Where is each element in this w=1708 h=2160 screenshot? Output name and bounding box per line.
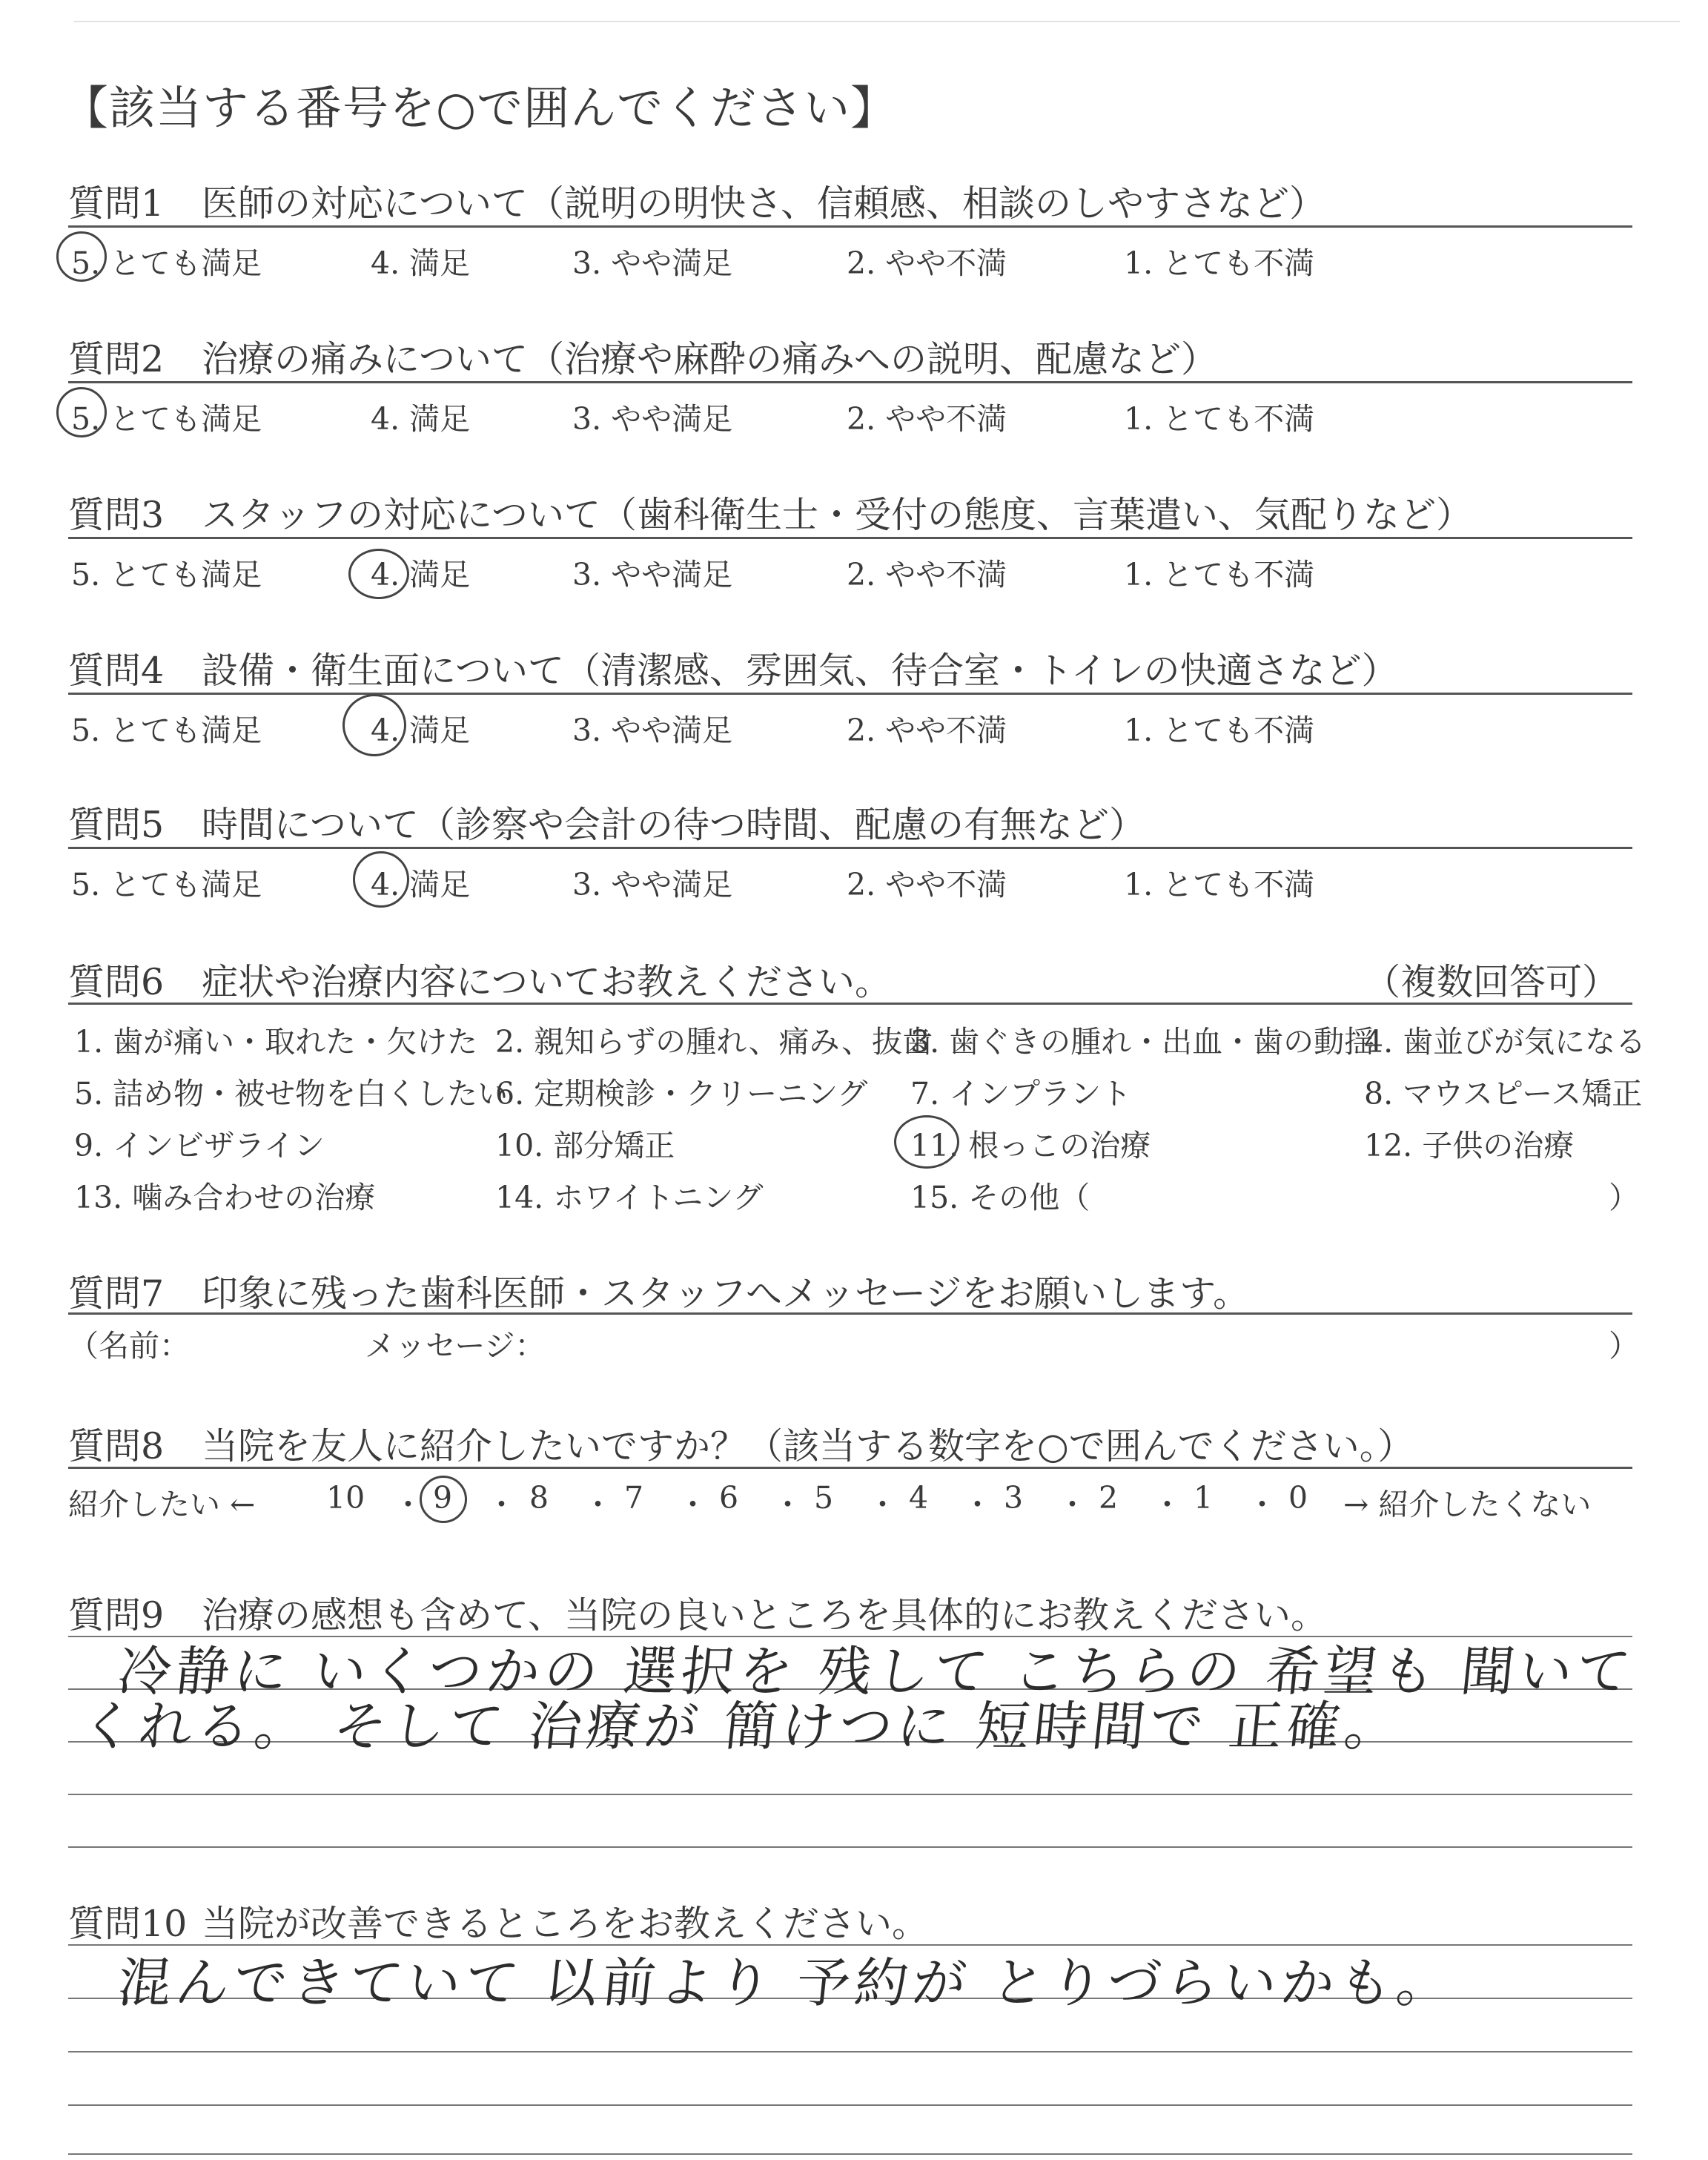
question-3-rule <box>68 537 1632 539</box>
symptom-14[interactable]: 14. ホワイトニング <box>495 1180 764 1215</box>
symptom-10[interactable]: 10. 部分矯正 <box>495 1128 675 1163</box>
question-number: 質問5 <box>68 804 165 846</box>
scale-4[interactable]: 4 <box>909 1480 929 1516</box>
question-5-title <box>68 796 1145 848</box>
q4-option-5[interactable]: 5. とても満足 <box>71 713 262 748</box>
answer-line <box>68 1846 1632 1848</box>
symptom-9[interactable]: 9. インビザライン <box>74 1128 325 1163</box>
symptom-11[interactable]: 11. 根っこの治療 <box>910 1128 1151 1163</box>
q2-option-5[interactable]: 5. とても満足 <box>71 401 262 437</box>
scale-3[interactable]: 3 <box>1004 1480 1024 1516</box>
question-8-rule <box>68 1467 1632 1469</box>
q2-option-1[interactable]: 1. とても不満 <box>1124 401 1315 437</box>
q1-option-5[interactable]: 5. とても満足 <box>71 245 262 281</box>
scale-separator: ・ <box>962 1487 993 1522</box>
symptom-1[interactable]: 1. 歯が痛い・取れた・欠けた <box>74 1024 478 1060</box>
q1-option-1[interactable]: 1. とても不満 <box>1124 245 1315 281</box>
question-number: 質問9 <box>68 1594 165 1636</box>
scale-2[interactable]: 2 <box>1099 1480 1119 1516</box>
symptom-12[interactable]: 12. 子供の治療 <box>1364 1128 1575 1163</box>
q4-option-1[interactable]: 1. とても不満 <box>1124 713 1315 748</box>
answer-line <box>68 2104 1632 2106</box>
q9-handwritten-line-1: 冷静に いくつかの 選択を 残して こちらの 希望も 聞いて <box>114 1640 1638 1702</box>
q3-option-4[interactable]: 4. 満足 <box>371 557 471 592</box>
q5-option-5[interactable]: 5. とても満足 <box>71 867 262 902</box>
answer-line <box>68 2051 1632 2052</box>
question-text: 印象に残った歯科医師・スタッフへメッセージをお願いします。 <box>202 1272 1250 1315</box>
scale-8[interactable]: 8 <box>529 1480 549 1516</box>
scale-6[interactable]: 6 <box>719 1480 739 1516</box>
name-label: （名前： <box>68 1328 190 1364</box>
q3-option-2[interactable]: 2. やや不満 <box>847 557 1007 592</box>
question-text: 治療の感想も含めて、当院の良いところを具体的にお教えください。 <box>202 1594 1328 1636</box>
answer-line <box>68 2153 1632 2155</box>
symptom-7[interactable]: 7. インプラント <box>910 1076 1132 1112</box>
scale-separator: ・ <box>393 1487 423 1522</box>
scale-7[interactable]: 7 <box>624 1480 644 1516</box>
recommend-right-label: → 紹介したくない <box>1343 1487 1592 1522</box>
recommend-left-label: 紹介したい ← <box>68 1487 256 1522</box>
question-1-rule <box>68 225 1632 228</box>
question-6-rule <box>68 1003 1632 1005</box>
q5-option-2[interactable]: 2. やや不満 <box>847 867 1007 902</box>
question-number: 質問4 <box>68 650 165 692</box>
q9-handwritten-line-2: くれる。 そして 治療が 簡けつに 短時間で 正確。 <box>77 1695 1406 1757</box>
question-7-rule <box>68 1312 1632 1315</box>
question-2-rule <box>68 381 1632 383</box>
q4-answer-circle <box>342 694 406 756</box>
q4-option-4[interactable]: 4. 満足 <box>371 713 471 748</box>
question-4-title <box>68 642 1398 694</box>
question-6-title <box>68 954 891 1005</box>
scale-10[interactable]: 10 <box>326 1480 365 1516</box>
question-7-title <box>68 1265 1249 1317</box>
scale-separator: ・ <box>1057 1487 1088 1522</box>
scale-1[interactable]: 1 <box>1194 1480 1214 1516</box>
scale-separator: ・ <box>486 1487 517 1522</box>
question-number: 質問2 <box>68 338 165 380</box>
scale-5[interactable]: 5 <box>814 1480 834 1516</box>
scale-0[interactable]: 0 <box>1288 1480 1308 1516</box>
question-number: 質問7 <box>68 1272 165 1315</box>
q3-option-3[interactable]: 3. やや満足 <box>572 557 733 592</box>
scale-separator: ・ <box>867 1487 898 1522</box>
symptom-11-answer-circle <box>894 1115 959 1169</box>
symptom-8[interactable]: 8. マウスピース矯正 <box>1364 1076 1643 1112</box>
question-text: 当院が改善できるところをお教えください。 <box>202 1903 929 1945</box>
q1-option-2[interactable]: 2. やや不満 <box>847 245 1007 281</box>
symptom-2[interactable]: 2. 親知らずの腫れ、痛み、抜歯 <box>495 1024 933 1060</box>
top-border <box>74 21 1680 22</box>
scale-9[interactable]: 9 <box>433 1480 453 1516</box>
symptom-4[interactable]: 4. 歯並びが気になる <box>1364 1024 1646 1060</box>
q3-option-5[interactable]: 5. とても満足 <box>71 557 262 592</box>
q2-option-3[interactable]: 3. やや満足 <box>572 401 733 437</box>
q4-option-2[interactable]: 2. やや不満 <box>847 713 1007 748</box>
multiple-answer-note: （複数回答可） <box>1364 961 1619 1003</box>
question-text: 治療の痛みについて（治療や麻酔の痛みへの説明、配慮など） <box>202 338 1218 380</box>
symptom-3[interactable]: 3. 歯ぐきの腫れ・出血・歯の動揺 <box>910 1024 1375 1060</box>
q2-option-2[interactable]: 2. やや不満 <box>847 401 1007 437</box>
q3-answer-circle <box>348 549 409 599</box>
q5-option-3[interactable]: 3. やや満足 <box>572 867 733 902</box>
question-8-title <box>68 1418 1414 1470</box>
q1-answer-circle <box>56 231 107 282</box>
question-text: スタッフの対応について（歯科衛生士・受付の態度、言葉遣い、気配りなど） <box>202 494 1473 536</box>
scale-separator: ・ <box>1152 1487 1182 1522</box>
question-number: 質問1 <box>68 182 165 225</box>
scale-answer-circle <box>420 1476 467 1523</box>
other-close-paren: ） <box>1609 1180 1639 1215</box>
q1-option-3[interactable]: 3. やや満足 <box>572 245 733 281</box>
scale-separator: ・ <box>678 1487 708 1522</box>
scale-separator: ・ <box>772 1487 803 1522</box>
question-text: 症状や治療内容についてお教えください。 <box>202 961 892 1003</box>
question-text: 設備・衛生面について（清潔感、雰囲気、待合室・トイレの快適さなど） <box>202 650 1398 692</box>
answer-line <box>68 1794 1632 1795</box>
q5-answer-circle <box>353 851 409 908</box>
symptom-13[interactable]: 13. 噛み合わせの治療 <box>74 1180 376 1215</box>
question-3-title <box>68 486 1472 538</box>
question-1-title <box>68 175 1325 227</box>
message-close-paren: ） <box>1609 1328 1639 1364</box>
symptom-6[interactable]: 6. 定期検診・クリーニング <box>495 1076 868 1112</box>
question-4-rule <box>68 693 1632 695</box>
q2-answer-circle <box>56 387 107 437</box>
q5-option-1[interactable]: 1. とても不満 <box>1124 867 1315 902</box>
page-heading: 【該当する番号を○で囲んでください】 <box>62 81 898 135</box>
q4-option-3[interactable]: 3. やや満足 <box>572 713 733 748</box>
question-5-rule <box>68 847 1632 849</box>
question-2-title <box>68 331 1217 383</box>
q1-option-4[interactable]: 4. 満足 <box>371 245 471 281</box>
question-number: 質問6 <box>68 961 165 1003</box>
q2-option-4[interactable]: 4. 満足 <box>371 401 471 437</box>
question-number: 質問8 <box>68 1425 165 1467</box>
symptom-5[interactable]: 5. 詰め物・被せ物を白くしたい <box>74 1076 509 1112</box>
symptom-15-other[interactable]: 15. その他（ <box>910 1180 1090 1215</box>
q10-handwritten-line-1: 混んできていて 以前より 予約が とりづらいかも。 <box>114 1952 1458 2014</box>
scale-separator: ・ <box>583 1487 613 1522</box>
message-label: メッセージ： <box>365 1328 546 1364</box>
question-number: 質問10 <box>68 1903 188 1945</box>
question-text: 当院を友人に紹介したいですか？（該当する数字を○で囲んでください。） <box>202 1425 1414 1467</box>
q3-option-1[interactable]: 1. とても不満 <box>1124 557 1315 592</box>
scale-separator: ・ <box>1247 1487 1277 1522</box>
question-number: 質問3 <box>68 494 165 536</box>
question-text: 医師の対応について（説明の明快さ、信頼感、相談のしやすさなど） <box>202 182 1326 225</box>
question-text: 時間について（診察や会計の待つ時間、配慮の有無など） <box>202 804 1146 846</box>
q5-option-4[interactable]: 4. 満足 <box>371 867 471 902</box>
